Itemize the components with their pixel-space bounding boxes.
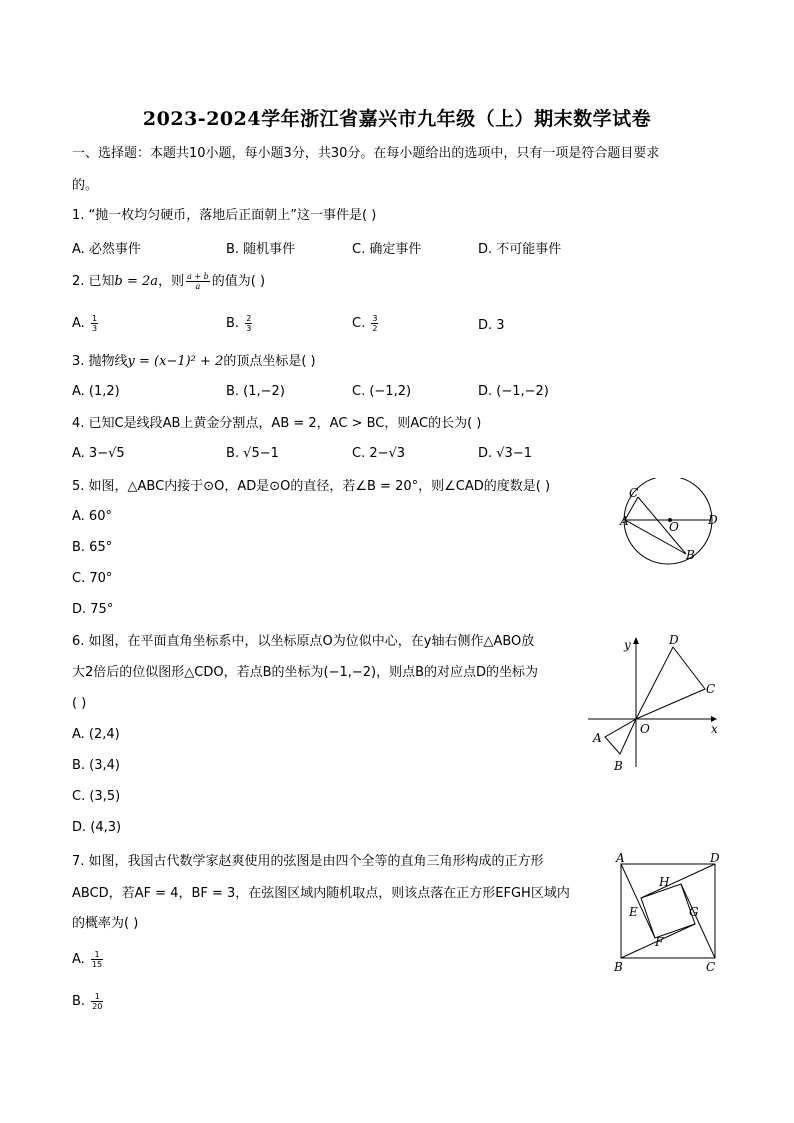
q7-label-g: G bbox=[689, 905, 699, 919]
q5-option-a: A. 60° bbox=[72, 509, 112, 524]
q7-line-ch bbox=[681, 884, 715, 958]
q4-option-a: A. 3−√5 bbox=[72, 446, 125, 461]
q1-option-c: C. 确定事件 bbox=[352, 242, 422, 257]
q7-stem-line1: 7. 如图，我国古代数学家赵爽使用的弦图是由四个全等的直角三角形构成的正方形 bbox=[72, 854, 544, 869]
q3-expression: y = (x−1)² + 2 bbox=[127, 354, 224, 369]
q2-option-a-fraction bbox=[91, 314, 98, 333]
q3-option-a: A. (1,2) bbox=[72, 384, 120, 399]
q2-option-b-num: 2 bbox=[246, 314, 252, 323]
exam-title: 2023-2024学年浙江省嘉兴市九年级（上）期末数学试卷 bbox=[142, 108, 652, 130]
q5-option-c: C. 70° bbox=[72, 571, 113, 586]
q6-stem-line2: 大2倍后的位似图形△CDO，若点B的坐标为(−1,−2)，则点B的对应点D的坐标为 bbox=[72, 665, 539, 680]
q3-stem bbox=[72, 353, 316, 371]
q7-option-b bbox=[72, 992, 105, 1011]
q4-stem: 4. 已知C是线段AB上黄金分割点，AB = 2，AC > BC，则AC的长为( ) bbox=[72, 416, 482, 431]
q4-option-c: C. 2−√3 bbox=[352, 446, 406, 461]
q1-option-a: A. 必然事件 bbox=[72, 242, 141, 257]
q6-option-b: B. (3,4) bbox=[72, 758, 121, 773]
q7-option-a-fraction bbox=[91, 950, 103, 969]
q2-option-c-den: 2 bbox=[372, 324, 378, 333]
q7-label-b: B bbox=[614, 960, 623, 974]
q2-option-c-num: 3 bbox=[372, 314, 378, 323]
q6-label-a: A bbox=[593, 731, 602, 745]
q7-option-b-num: 1 bbox=[91, 992, 103, 1002]
q7-option-a-label: A. bbox=[72, 952, 85, 967]
q6-triangle-cdo bbox=[636, 647, 705, 719]
q2-option-d-text: 3 bbox=[496, 318, 505, 333]
q3-option-d: D. (−1,−2) bbox=[478, 384, 549, 399]
q7-string-figure bbox=[610, 850, 730, 975]
q7-label-c: C bbox=[706, 960, 716, 974]
q7-option-b-den: 20 bbox=[92, 1002, 103, 1011]
q6-label-o: O bbox=[640, 722, 650, 736]
q2-option-a-num: 1 bbox=[91, 314, 98, 323]
q2-option-b-label: B. bbox=[226, 316, 240, 331]
q7-option-b-label: B. bbox=[72, 994, 86, 1009]
q7-stem-line2: ABCD，若AF = 4，BF = 3，在弦图区域内随机取点，则该点落在正方形EFGH区域内 bbox=[72, 886, 570, 901]
q7-line-de bbox=[641, 864, 715, 898]
q6-option-d: D. (4,3) bbox=[72, 820, 122, 835]
q2-fraction-numerator: a + b bbox=[187, 272, 209, 281]
q6-label-d: D bbox=[669, 633, 679, 647]
q7-option-a bbox=[72, 950, 105, 969]
q2-fraction-denominator: a bbox=[195, 282, 201, 291]
section-instructions-line1: 一、选择题：本题共10小题，每小题3分，共30分。在每小题给出的选项中，只有一项是符合题目要求 bbox=[72, 146, 660, 161]
q3-option-c: C. (−1,2) bbox=[352, 384, 412, 399]
q7-label-f: F bbox=[655, 935, 664, 949]
q5-stem: 5. 如图，△ABC内接于⊙O，AD是⊙O的直径，若∠B = 20°，则∠CAD的度数是( ) bbox=[72, 479, 551, 494]
q2-option-b bbox=[226, 314, 254, 333]
q5-label-d: D bbox=[708, 513, 718, 527]
q2-option-c-fraction bbox=[371, 314, 378, 333]
q1-option-d: D. 不可能事件 bbox=[478, 242, 562, 257]
section-instructions-line2: 的。 bbox=[72, 178, 99, 193]
q2-stem-post: 的值为( ) bbox=[211, 274, 266, 289]
q2-option-a-label: A. bbox=[72, 316, 85, 331]
q7-option-a-num: 1 bbox=[91, 950, 103, 960]
q2-option-b-den: 3 bbox=[246, 324, 252, 333]
q6-y-axis-arrow bbox=[633, 637, 639, 644]
q6-triangle-abo bbox=[605, 719, 636, 754]
q7-stem-line3: 的概率为( ) bbox=[72, 916, 139, 931]
q6-label-c: C bbox=[706, 682, 716, 696]
q2-option-d-label: D. bbox=[478, 318, 493, 333]
q2-option-a bbox=[72, 314, 100, 333]
q6-option-c: C. (3,5) bbox=[72, 789, 121, 804]
q6-stem-line1: 6. 如图，在平面直角坐标系中，以坐标原点O为位似中心，在y轴右侧作△ABO放 bbox=[72, 634, 535, 649]
q6-coordinate-figure bbox=[585, 632, 725, 777]
q4-option-b: B. √5−1 bbox=[226, 446, 279, 461]
q7-label-e: E bbox=[629, 905, 638, 919]
q2-option-b-fraction bbox=[245, 314, 252, 333]
q6-label-b: B bbox=[614, 759, 623, 773]
q6-label-y: y bbox=[624, 638, 631, 652]
q3-stem-pre: 3. 抛物线 bbox=[72, 354, 128, 369]
q5-label-c: C bbox=[629, 486, 639, 500]
q1-stem: 1. “抛一枚均匀硬币，落地后正面朝上”这一事件是( ) bbox=[72, 208, 377, 223]
q6-option-a: A. (2,4) bbox=[72, 727, 120, 742]
q2-fraction bbox=[186, 272, 210, 291]
q1-option-b: B. 随机事件 bbox=[226, 242, 296, 257]
q2-stem-pre: 2. 已知 bbox=[72, 274, 115, 289]
q2-condition: b = 2a bbox=[114, 274, 159, 289]
q7-label-d: D bbox=[710, 851, 720, 865]
q2-stem-mid: ，则 bbox=[158, 274, 185, 289]
q2-option-c-label: C. bbox=[352, 316, 366, 331]
q7-option-b-fraction bbox=[91, 992, 103, 1011]
q5-label-a: A bbox=[620, 514, 629, 528]
q2-stem bbox=[72, 272, 265, 291]
q5-label-b: B bbox=[686, 548, 695, 562]
q3-option-b: B. (1,−2) bbox=[226, 384, 285, 399]
q2-option-d bbox=[478, 318, 505, 333]
q7-label-h: H bbox=[659, 875, 670, 889]
q7-option-a-den: 15 bbox=[91, 960, 103, 969]
q2-option-c bbox=[352, 314, 380, 333]
q7-inner-square bbox=[641, 884, 695, 938]
q5-circle-figure bbox=[612, 478, 732, 568]
q3-stem-post: 的顶点坐标是( ) bbox=[223, 354, 316, 369]
q6-stem-line3: ( ) bbox=[72, 696, 87, 711]
q5-option-b: B. 65° bbox=[72, 540, 113, 555]
q7-line-af bbox=[621, 864, 655, 938]
q2-option-a-den: 3 bbox=[91, 324, 98, 333]
q4-option-d: D. √3−1 bbox=[478, 446, 532, 461]
q6-label-x: x bbox=[711, 722, 718, 736]
q7-label-a: A bbox=[616, 851, 625, 865]
q5-option-d: D. 75° bbox=[72, 602, 114, 617]
q5-label-o: O bbox=[669, 520, 679, 534]
